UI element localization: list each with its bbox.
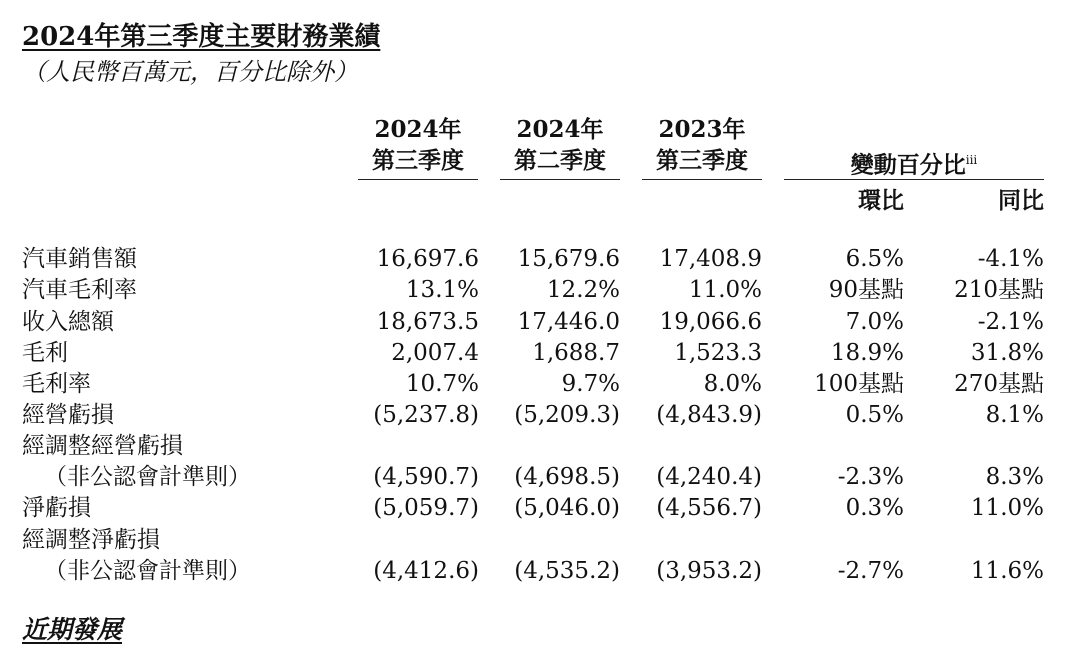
row-value: 13.1% bbox=[405, 277, 479, 303]
column-header-yoy: 同比 bbox=[998, 187, 1044, 214]
row-value: -4.1% bbox=[977, 246, 1044, 272]
row-value: 0.3% bbox=[845, 495, 904, 521]
column-header-quarter: 第二季度 bbox=[514, 147, 606, 174]
row-value: -2.7% bbox=[837, 558, 904, 584]
row-value: 90基點 bbox=[828, 277, 904, 303]
row-value: 1,688.7 bbox=[532, 340, 620, 366]
row-value: 8.0% bbox=[703, 371, 762, 397]
table-row bbox=[0, 338, 1080, 368]
row-value: 18.9% bbox=[830, 340, 904, 366]
row-value: -2.1% bbox=[977, 309, 1044, 335]
column-header-quarter: 第三季度 bbox=[372, 147, 464, 174]
footnote-marker: iii bbox=[965, 153, 978, 167]
row-value: 17,408.9 bbox=[659, 246, 762, 272]
table-row bbox=[0, 556, 1080, 586]
column-header-2023-q3 bbox=[642, 114, 762, 176]
row-label: 毛利率 bbox=[22, 371, 91, 397]
row-value: 270基點 bbox=[954, 371, 1044, 397]
row-value: 1,523.3 bbox=[674, 340, 762, 366]
column-header-year: 2024年 bbox=[516, 116, 604, 143]
table-row bbox=[0, 275, 1080, 305]
row-value: 31.8% bbox=[970, 340, 1044, 366]
row-value: (4,240.4) bbox=[656, 464, 762, 490]
row-value: 8.1% bbox=[985, 402, 1044, 428]
row-value: (4,698.5) bbox=[514, 464, 620, 490]
row-label: 淨虧損 bbox=[22, 495, 91, 521]
table-row bbox=[0, 431, 1080, 461]
header-rule bbox=[358, 179, 478, 180]
column-header-year: 2023年 bbox=[658, 116, 746, 143]
document-title: 2024年第三季度主要財務業績 bbox=[22, 22, 381, 52]
row-value: (5,059.7) bbox=[373, 495, 479, 521]
row-value: 12.2% bbox=[546, 277, 620, 303]
row-value: 16,697.6 bbox=[376, 246, 479, 272]
table-row bbox=[0, 525, 1080, 555]
row-value: 2,007.4 bbox=[391, 340, 479, 366]
row-label: 經調整經營虧損 bbox=[22, 433, 183, 459]
table-row bbox=[0, 244, 1080, 274]
row-value: (3,953.2) bbox=[656, 558, 762, 584]
row-value: 210基點 bbox=[954, 277, 1044, 303]
column-header-change bbox=[784, 145, 1044, 181]
row-label: （非公認會計準則） bbox=[44, 464, 251, 490]
row-value: 19,066.6 bbox=[659, 309, 762, 335]
row-value: (4,843.9) bbox=[656, 402, 762, 428]
row-label: 收入總額 bbox=[22, 309, 114, 335]
row-value: (4,412.6) bbox=[373, 558, 479, 584]
row-label: 毛利 bbox=[22, 340, 68, 366]
row-value: 9.7% bbox=[561, 371, 620, 397]
row-value: 6.5% bbox=[845, 246, 904, 272]
header-rule bbox=[784, 179, 1044, 180]
column-header-qoq: 環比 bbox=[858, 187, 904, 214]
row-label: 汽車銷售額 bbox=[22, 246, 137, 272]
table-row bbox=[0, 400, 1080, 430]
row-label: （非公認會計準則） bbox=[44, 558, 251, 584]
row-value: 0.5% bbox=[845, 402, 904, 428]
column-header-2024-q3 bbox=[358, 114, 478, 176]
row-value: 10.7% bbox=[405, 371, 479, 397]
units-note: （人民幣百萬元，百分比除外） bbox=[22, 58, 358, 86]
column-header-quarter: 第三季度 bbox=[656, 147, 748, 174]
row-value: 7.0% bbox=[845, 309, 904, 335]
row-value: (4,535.2) bbox=[514, 558, 620, 584]
table-row bbox=[0, 462, 1080, 492]
row-value: (4,590.7) bbox=[373, 464, 479, 490]
row-value: 17,446.0 bbox=[517, 309, 620, 335]
row-value: 8.3% bbox=[985, 464, 1044, 490]
column-header-year: 2024年 bbox=[374, 116, 462, 143]
table-row bbox=[0, 493, 1080, 523]
header-rule bbox=[500, 179, 620, 180]
change-header-label: 變動百分比 bbox=[850, 151, 966, 179]
section-heading: 近期發展 bbox=[22, 615, 123, 644]
row-label: 經營虧損 bbox=[22, 402, 114, 428]
row-value: 11.6% bbox=[970, 558, 1044, 584]
row-value: (4,556.7) bbox=[656, 495, 762, 521]
row-label: 汽車毛利率 bbox=[22, 277, 137, 303]
row-label: 經調整淨虧損 bbox=[22, 527, 160, 553]
row-value: 100基點 bbox=[814, 371, 904, 397]
row-value: 18,673.5 bbox=[376, 309, 479, 335]
row-value: 11.0% bbox=[688, 277, 762, 303]
row-value: (5,209.3) bbox=[514, 402, 620, 428]
header-rule bbox=[642, 179, 762, 180]
row-value: -2.3% bbox=[837, 464, 904, 490]
column-header-2024-q2 bbox=[500, 114, 620, 176]
table-row bbox=[0, 369, 1080, 399]
row-value: 11.0% bbox=[970, 495, 1044, 521]
row-value: (5,237.8) bbox=[373, 402, 479, 428]
table-row bbox=[0, 307, 1080, 337]
row-value: (5,046.0) bbox=[514, 495, 620, 521]
row-value: 15,679.6 bbox=[517, 246, 620, 272]
